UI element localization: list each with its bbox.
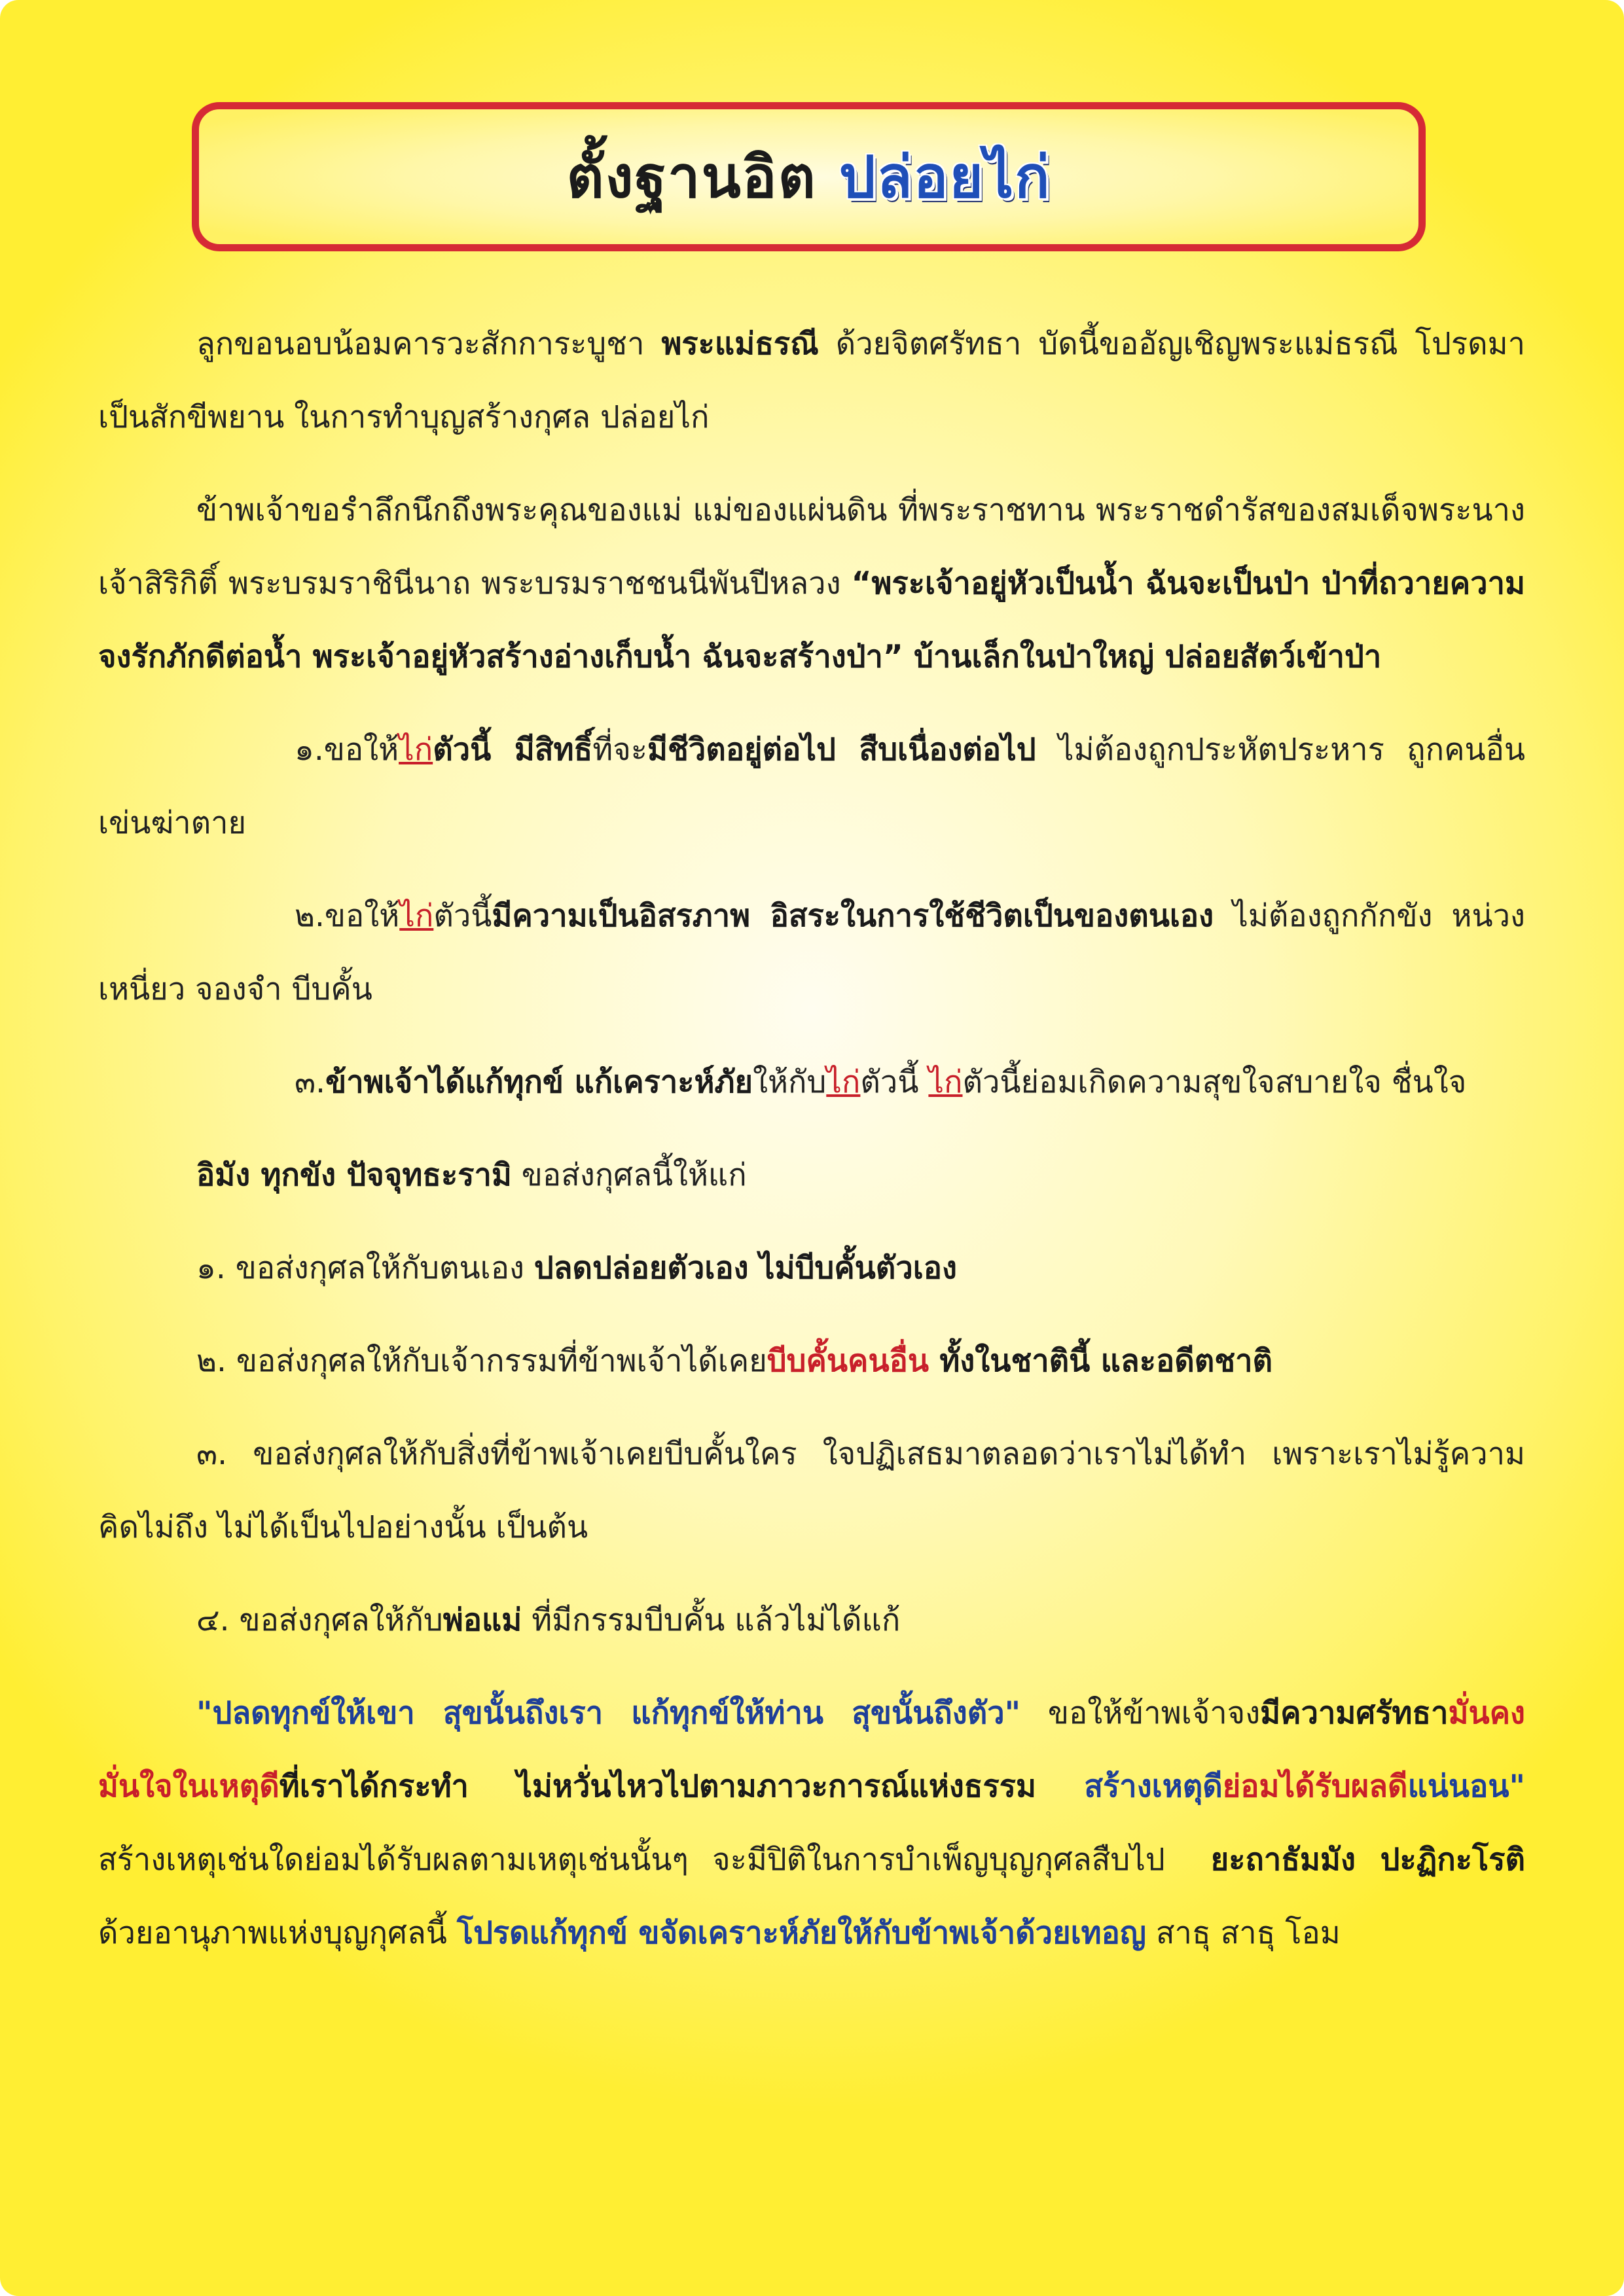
title-banner xyxy=(192,102,1426,251)
list-number: ๒. xyxy=(295,898,325,934)
text-span: ตัวนี้ xyxy=(860,1064,929,1100)
document-body xyxy=(98,308,1525,1990)
blue-bold-text: แน่นอน" xyxy=(1407,1768,1525,1804)
blue-bold-text: สร้างเหตุดี xyxy=(1036,1768,1223,1804)
text-span: ที่มีกรรมบีบคั้น แล้วไม่ได้แก้ xyxy=(522,1602,901,1638)
list-item-wish-2 xyxy=(98,880,1525,1026)
list-item-wish-1 xyxy=(98,713,1525,860)
bold-pali-phrase: ยะถาธัมมัง ปะฏิกะโรติ xyxy=(1210,1842,1525,1878)
list-item-wish-3 xyxy=(98,1046,1525,1119)
text-span: ขอให้ข้าพเจ้าจง xyxy=(1020,1695,1261,1731)
text-span: ด้วยอานุภาพแห่งบุญกุศลนี้ xyxy=(98,1915,457,1951)
text-span: ไม่ต้องถูกประหัตประหาร ถูกคนอื่นเข่นฆ่าตาย xyxy=(98,732,1525,841)
text-span: สร้างเหตุเช่นใดย่อมได้รับผลตามเหตุเช่นนั้นๆ จะมีปิติในการบำเพ็ญบุญกุศลสืบไป xyxy=(98,1842,1165,1878)
bold-text: ข้าพเจ้าได้แก้ทุกข์ แก้เคราะห์ภัย xyxy=(325,1064,753,1100)
blue-bold-text: โปรดแก้ทุกข์ ขจัดเคราะห์ภัยให้กับข้าพเจ้าด้วยเทอญ xyxy=(456,1915,1146,1951)
red-bold-text: ในเหตุดี xyxy=(172,1768,280,1804)
red-bold-text: มั่นคง มั่นใจ xyxy=(98,1695,1525,1804)
bold-text: ตัวนี้ มีสิทธิ์ xyxy=(433,732,593,768)
bold-text: ปลดปล่อยตัวเอง ไม่บีบคั้นตัวเอง xyxy=(533,1250,957,1286)
list-item-dedication-4 xyxy=(98,1584,1525,1657)
paragraph-remembrance xyxy=(98,474,1525,694)
highlight-chicken: ไก่ xyxy=(399,732,433,768)
highlight-chicken: ไก่ xyxy=(399,898,434,934)
bold-text: มีความเป็นอิสรภาพ อิสระในการใช้ชีวิตเป็นของตนเอง xyxy=(492,898,1214,934)
text-span: ข้าพเจ้าขอรำลึกนึกถึงพระคุณของแม่ แม่ของแผ่นดิน ที่พระราชทาน พระราชดำรัสของสมเด็จพระนางเจ้าสิริกิติ์ พระบรมราชินีนาถ พระบรมราชชนนีพันปีหลวง xyxy=(98,492,1525,601)
text-span: สาธุ สาธุ โอม xyxy=(1146,1915,1341,1951)
text-span: ลูกขอนอบน้อมคารวะสักการะบูชา xyxy=(196,326,662,362)
text-span: ตัวนี้ย่อมเกิดความสุขใจสบายใจ ชื่นใจ xyxy=(962,1064,1467,1100)
text-span: ด้วยจิตศรัทธา บัดนี้ขออัญเชิญพระแม่ธรณี โปรดมาเป็นสักขีพยาน ในการทำบุญสร้างกุศล ปล่อยไก่ xyxy=(98,326,1525,435)
list-item-dedication-3 xyxy=(98,1418,1525,1564)
list-item-dedication-2 xyxy=(98,1325,1525,1398)
list-item-dedication-1 xyxy=(98,1232,1525,1305)
list-number: ๓. xyxy=(295,1064,326,1100)
bold-pali-phrase: อิมัง ทุกขัง ปัจจุทธะรามิ xyxy=(196,1157,512,1193)
text-span: ให้กับ xyxy=(753,1064,827,1100)
text-span: ๒. ขอส่งกุศลให้กับเจ้ากรรมที่ข้าพเจ้าได้เคย xyxy=(196,1343,767,1379)
bold-text: ที่เราได้กระทำ ไม่หวั่นไหวไปตามภาวะการณ์แห่งธรรม xyxy=(279,1768,1036,1804)
red-bold-text: ย่อมได้รับผลดี xyxy=(1222,1768,1408,1804)
bold-deity-name: พระแม่ธรณี xyxy=(661,326,819,362)
paragraph-closing-prayer xyxy=(98,1677,1525,1970)
title-main-text: ตั้งฐานอิต xyxy=(566,143,817,211)
red-bold-text: บีบคั้นคนอื่น xyxy=(767,1343,929,1379)
bold-text: พ่อแม่ xyxy=(442,1602,522,1638)
page-title xyxy=(567,131,1051,223)
blue-bold-quote: "ปลดทุกข์ให้เขา สุขนั้นถึงเรา แก้ทุกข์ให้ท่าน สุขนั้นถึงตัว" xyxy=(196,1695,1021,1731)
bold-text: มีชีวิตอยู่ต่อไป สืบเนื่องต่อไป xyxy=(647,732,1036,768)
list-number: ๑. xyxy=(295,732,324,768)
highlight-chicken: ไก่ xyxy=(826,1064,861,1100)
bold-royal-quote: “พระเจ้าอยู่หัวเป็นน้ำ ฉันจะเป็นป่า ป่าที่ถวายความจงรักภักดีต่อน้ำ พระเจ้าอยู่หัวสร้างอ่างเก็บน้ำ ฉันจะสร้างป่า” บ้านเล็กในป่าใหญ่ ปล่อยสัตว์เข้าป่า xyxy=(98,565,1526,675)
text-span: ขอให้ xyxy=(324,898,400,934)
paragraph-invocation xyxy=(98,308,1525,454)
text-span: ขอส่งกุศลนี้ให้แก่ xyxy=(511,1157,747,1193)
bold-text: ทั้งในชาตินี้ และอดีตชาติ xyxy=(928,1343,1273,1379)
title-accent-text: ปล่อยไก่ xyxy=(839,143,1051,211)
bold-text: มีความศรัทธา xyxy=(1260,1695,1449,1731)
text-span: ๔. ขอส่งกุศลให้กับ xyxy=(196,1602,443,1638)
highlight-chicken: ไก่ xyxy=(928,1064,963,1100)
text-span: ๓. ขอส่งกุศลให้กับสิ่งที่ข้าพเจ้าเคยบีบคั้นใคร ใจปฏิเสธมาตลอดว่าเราไม่ได้ทำ เพราะเราไม่รู้ความ คิดไม่ถึง ไม่ได้เป็นไปอย่างนั้น เป็นต้น xyxy=(98,1436,1525,1545)
text-span: ตัวนี้ xyxy=(433,898,492,934)
paragraph-dedication-intro xyxy=(98,1139,1525,1212)
text-span: ไม่ต้องถูกกักขัง หน่วงเหนี่ยว จองจำ บีบคั้น xyxy=(98,898,1525,1007)
text-span: ขอให้ xyxy=(323,732,399,768)
text-span: ที่จะ xyxy=(592,732,648,768)
text-span: ๑. ขอส่งกุศลให้กับตนเอง xyxy=(196,1250,534,1286)
